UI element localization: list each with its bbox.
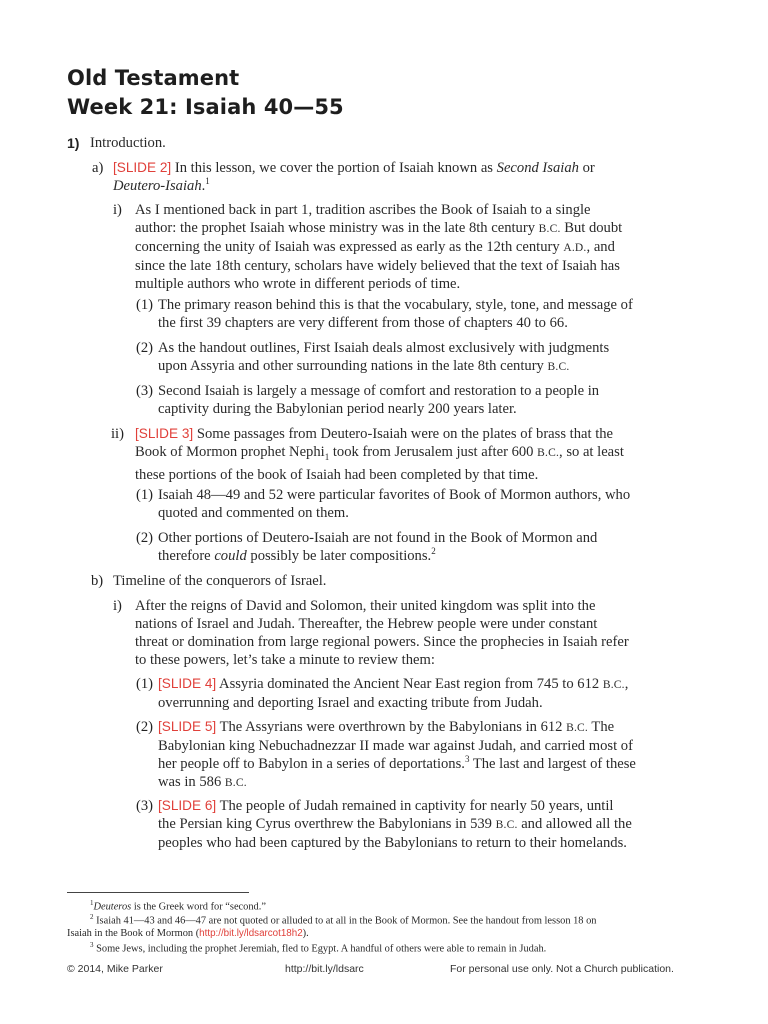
slide-label: [SLIDE 2] <box>113 160 172 175</box>
item-marker: (2) <box>136 719 154 735</box>
item-marker: (2) <box>136 340 154 356</box>
item-b-i-3-text: [SLIDE 6] The people of Judah remained in captivity for nearly 50 years, until the Persian king Cyrus overthrew the Babylonians in 539 B.C. and allowed all the peoples who had been captured by the Babylonians to return to their homelands. <box>158 798 632 851</box>
footer-url[interactable]: http://bit.ly/ldsarc <box>285 963 364 975</box>
footnote-ref: 1 <box>205 176 210 187</box>
item-b-i-1-text: [SLIDE 4] Assyria dominated the Ancient Near East region from 745 to 612 B.C., overrunning and deporting Israel and exacting tribute from Judah. <box>158 676 629 711</box>
item-marker: i) <box>113 598 122 614</box>
item-marker: (3) <box>136 798 154 814</box>
footnote-3: $^3$ Some Jews, including the prophet Jeremiah, fled to Egypt. A handful of others were able to remain in Judah. <box>90 941 547 955</box>
item-b-i-2-text: [SLIDE 5] The Assyrians were overthrown by the Babylonians in 612 B.C. The Babylonian king Nebuchadnezzar II made war against Judah, and carried most of her people off to Babylon in a series of deportations.$^3$ The last and largest of these was in 586 B.C. <box>158 719 636 790</box>
item-a-i-2-text: As the handout outlines, First Isaiah deals almost exclusively with judgments upon Assyria and other surrounding nations in the late 8th century B.C. <box>158 340 610 374</box>
item-a-ii-text: [SLIDE 3] Some passages from Deutero-Isaiah were on the plates of brass that the Book of Mormon prophet Nephi$_1$ took from Jerusalem just after 600 B.C., so at least these portions of the book of Isaiah had been completed by that time. <box>135 426 624 483</box>
item-a-ii-2-text: Other portions of Deutero-Isaiah are not found in the Book of Mormon and therefore could possibly be later compositions.$^2$ <box>158 530 598 564</box>
section-marker: 1) <box>67 135 80 151</box>
item-marker: (1) <box>136 487 154 503</box>
item-b-text: Timeline of the conquerors of Israel. <box>113 573 327 589</box>
footnote-1: $^1$Deuteros is the Greek word for “second.” <box>90 899 266 913</box>
footer-copyright: © 2014, Mike Parker <box>67 963 163 975</box>
item-a-i-1-text: The primary reason behind this is that the vocabulary, style, tone, and message of the first 39 chapters are very different from those of chapters 40 to 66. <box>158 297 633 331</box>
course-title: Old Testament <box>67 66 240 90</box>
item-a-i-3-text: Second Isaiah is largely a message of comfort and restoration to a people in captivity during the Babylonian period nearly 200 years later. <box>158 383 600 417</box>
footnote-link[interactable]: http://bit.ly/ldsarcot18h2 <box>199 928 303 940</box>
item-marker: (1) <box>136 676 154 692</box>
slide-label: [SLIDE 4] <box>158 676 217 691</box>
footnote-ref: 3 <box>464 754 470 765</box>
item-a-ii-1-text: Isaiah 48—49 and 52 were particular favorites of Book of Mormon authors, who quoted and commented on them. <box>158 487 631 521</box>
item-marker: (1) <box>136 297 154 313</box>
week-title: Week 21: Isaiah 40—55 <box>67 95 344 119</box>
section-heading: Introduction. <box>90 135 166 151</box>
footer-disclaimer: For personal use only. Not a Church publication. <box>450 963 674 975</box>
footnote-ref: 2 <box>431 546 436 557</box>
footnote-2: $^2$ Isaiah 41—43 and 46—47 are not quoted or alluded to at all in the Book of Mormon. See the handout from lesson 18 on Isaiah in the Book of Mormon (http://bit.ly/ldsarcot18h2). <box>67 913 597 940</box>
slide-label: [SLIDE 3] <box>135 426 194 441</box>
footnote-divider <box>67 892 249 893</box>
slide-label: [SLIDE 5] <box>158 719 217 734</box>
slide-label: [SLIDE 6] <box>158 798 217 813</box>
item-b-i-text: After the reigns of David and Solomon, their united kingdom was split into the nations of Israel and Judah. Thereafter, the Hebrew people were under constant threat or domination from large regional powers. Since the prophecies in Isaiah refer to these powers, let’s take a minute to review them: <box>135 598 629 668</box>
item-marker: (2) <box>136 530 154 546</box>
item-marker: a) <box>92 160 104 176</box>
item-a-text: [SLIDE 2] In this lesson, we cover the portion of Isaiah known as Second Isaiah or Deutero-Isaiah.$^1$ <box>113 160 595 194</box>
item-marker: i) <box>113 202 122 218</box>
item-marker: ii) <box>111 426 124 442</box>
item-a-i-text: As I mentioned back in part 1, tradition ascribes the Book of Isaiah to a single author: the prophet Isaiah whose ministry was in the late 8th century B.C. But doubt concerning the unity of Isaiah was expressed as early as the 12th century A.D., and since the late 18th century, scholars have widely believed that the text of Isaiah has multiple authors who wrote in different periods of time. <box>135 202 623 292</box>
item-marker: (3) <box>136 383 154 399</box>
item-marker: b) <box>91 573 104 589</box>
